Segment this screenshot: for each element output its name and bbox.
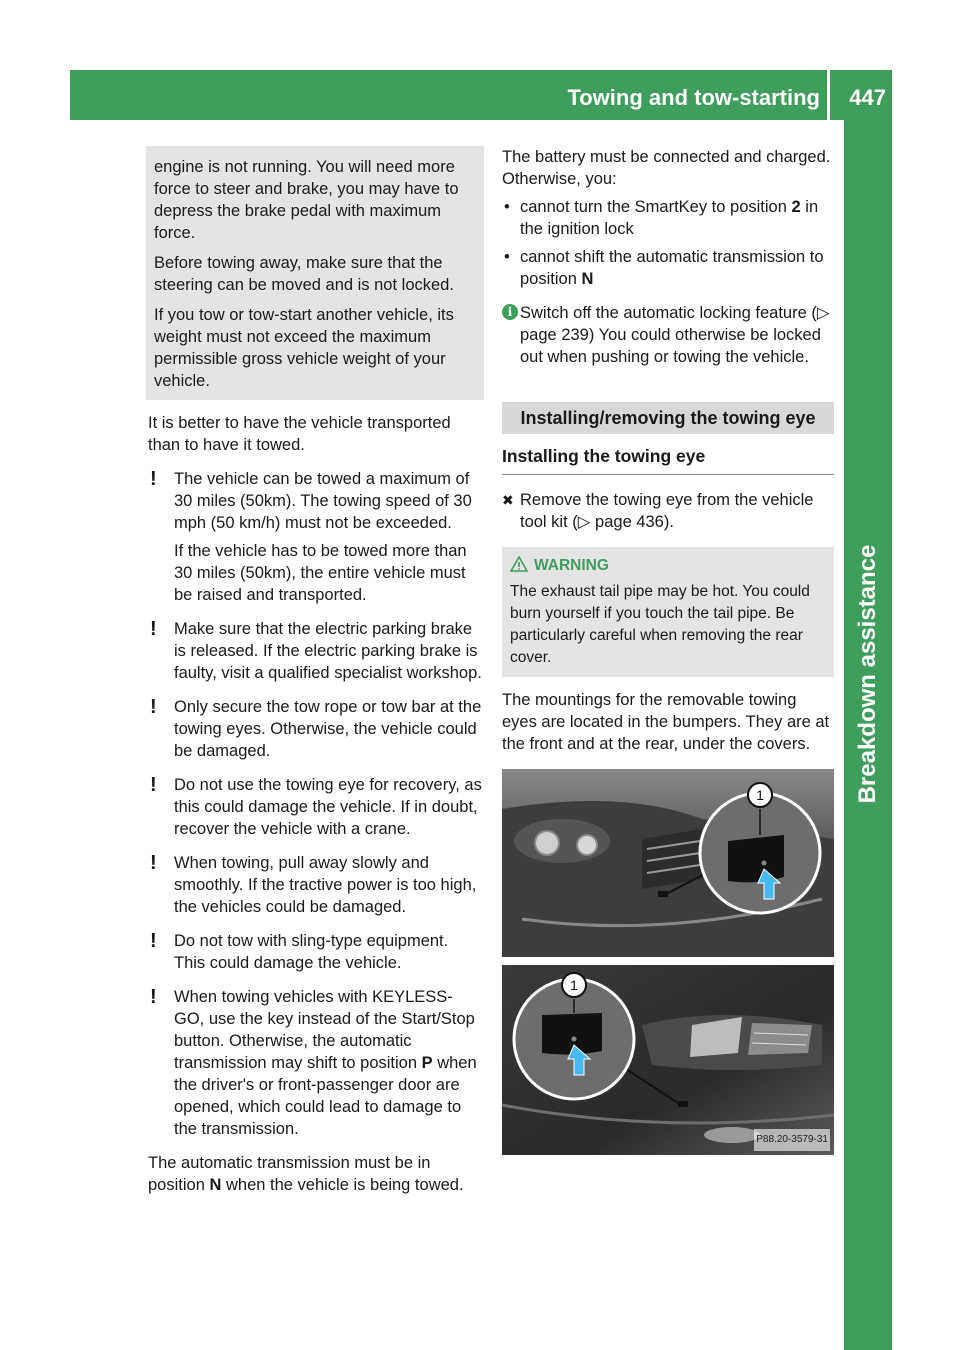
box-paragraph: engine is not running. You will need more force to steer and brake, you may have to depress the brake pedal with maximum force. (154, 158, 459, 242)
bullet-text-part: cannot turn the SmartKey to position (520, 198, 792, 216)
figure-code: P88.20-3579-31 (754, 1129, 830, 1151)
closing-text: when the vehicle is being towed. (221, 1176, 464, 1194)
warning-box (502, 547, 834, 677)
exclamation-icon: ! (150, 852, 157, 874)
header-separator (827, 70, 830, 120)
intro-paragraph: It is better to have the vehicle transported than to have it towed. (148, 414, 451, 454)
closing-paragraph (148, 1152, 482, 1196)
front-bumper-illustration (502, 769, 834, 957)
info-note (502, 302, 834, 368)
list-item (502, 196, 834, 240)
box-paragraph: If you tow or tow-start another vehicle, its weight must not exceed the maximum permissible gross vehicle weight of your vehicle. (154, 306, 454, 390)
box-paragraph: Before towing away, make sure that the steering can be moved and is not locked. (154, 254, 454, 294)
battery-paragraph: The battery must be connected and charged. Otherwise, you: (502, 148, 831, 188)
note-text: Do not use the towing eye for recovery, as this could damage the vehicle. If in doubt, recover the vehicle with a crane. (174, 776, 482, 838)
rear-bumper-photo (502, 965, 834, 1155)
note-item (148, 774, 482, 840)
exclamation-icon: ! (150, 696, 157, 718)
note-text-part: When towing vehicles with KEYLESS-GO, use the key instead of the Start/Stop button. Otherwise, the automatic transmission may shift to position (174, 988, 475, 1072)
instruction-step (502, 489, 834, 533)
front-bumper-photo (502, 769, 834, 957)
position-n: N (209, 1176, 222, 1194)
list-item (502, 246, 834, 290)
bullet-icon: • (504, 248, 510, 266)
warning-text: The exhaust tail pipe may be hot. You could burn yourself if you touch the tail pipe. Be particularly careful when removing the rear cover. (510, 583, 810, 666)
bullet-text (520, 246, 834, 290)
chapter-title: Towing and tow-starting (567, 85, 820, 110)
exclamation-icon: ! (150, 468, 157, 490)
left-column (148, 146, 482, 1196)
info-icon: i (502, 304, 518, 320)
right-column (502, 146, 834, 1155)
note-text: Only secure the tow rope or tow bar at the towing eyes. Otherwise, the vehicle could be damaged. (174, 698, 482, 760)
bullet-text-part: cannot shift the automatic transmission to position (520, 248, 824, 288)
exclamation-icon: ! (150, 774, 157, 796)
note-item (148, 468, 482, 606)
header-bar (70, 70, 892, 120)
position-n: N (581, 270, 594, 288)
callout-number: 1 (756, 787, 764, 803)
callout-number: 1 (570, 977, 578, 993)
exclamation-icon: ! (150, 986, 157, 1008)
info-text: Switch off the automatic locking feature (▷ page 239) You could otherwise be locked out when pushing or towing the vehicle. (520, 304, 830, 366)
note-text (174, 986, 482, 1140)
position-p: P (421, 1054, 433, 1072)
position-2: 2 (791, 198, 801, 216)
note-item (148, 696, 482, 762)
note-text: Make sure that the electric parking brake is released. If the electric parking brake is faulty, visit a qualified specialist workshop. (174, 620, 482, 682)
section-title: Installing/removing the towing eye (502, 402, 834, 434)
warning-label: WARNING (534, 557, 609, 574)
side-tab (844, 120, 892, 1350)
exclamation-icon: ! (150, 618, 157, 640)
closing-text: The automatic transmission must be in position (148, 1154, 431, 1194)
caution-box-continued (146, 146, 484, 400)
note-text: If the vehicle has to be towed more than 30 miles (50km), the entire vehicle must be raised and transported. (174, 542, 467, 604)
subsection-title: Installing the towing eye (502, 444, 834, 475)
note-item (148, 618, 482, 684)
mountings-paragraph: The mountings for the removable towing eyes are located in the bumpers. They are at the front and at the rear, under the covers. (502, 691, 830, 753)
note-text: When towing, pull away slowly and smoothly. If the tractive power is too high, the vehicles could be damaged. (174, 854, 477, 916)
rear-bumper-illustration (502, 965, 834, 1155)
step-text: Remove the towing eye from the vehicle tool kit (▷ page 436). (520, 491, 814, 531)
warning-title (510, 555, 828, 577)
exclamation-icon: ! (150, 930, 157, 952)
step-arrow-icon: ✖ (502, 492, 514, 508)
note-item (148, 930, 482, 974)
bullet-text-part: in the ignition lock (520, 198, 819, 238)
note-text: Do not tow with sling-type equipment. This could damage the vehicle. (174, 932, 449, 972)
page-number: 447 (849, 85, 886, 110)
note-item (148, 986, 482, 1140)
bullet-text (520, 196, 834, 240)
note-item (148, 852, 482, 918)
towing-eye-figure (502, 769, 834, 1155)
warning-triangle-icon (510, 556, 528, 572)
side-tab-label: Breakdown assistance (854, 544, 881, 804)
note-text: The vehicle can be towed a maximum of 30 miles (50km). The towing speed of 30 mph (50 km/h) must not be exceeded. (174, 470, 472, 532)
note-text-part: when the driver's or front-passenger door are opened, which could lead to damage to the transmission. (174, 1054, 477, 1138)
bullet-icon: • (504, 198, 510, 216)
